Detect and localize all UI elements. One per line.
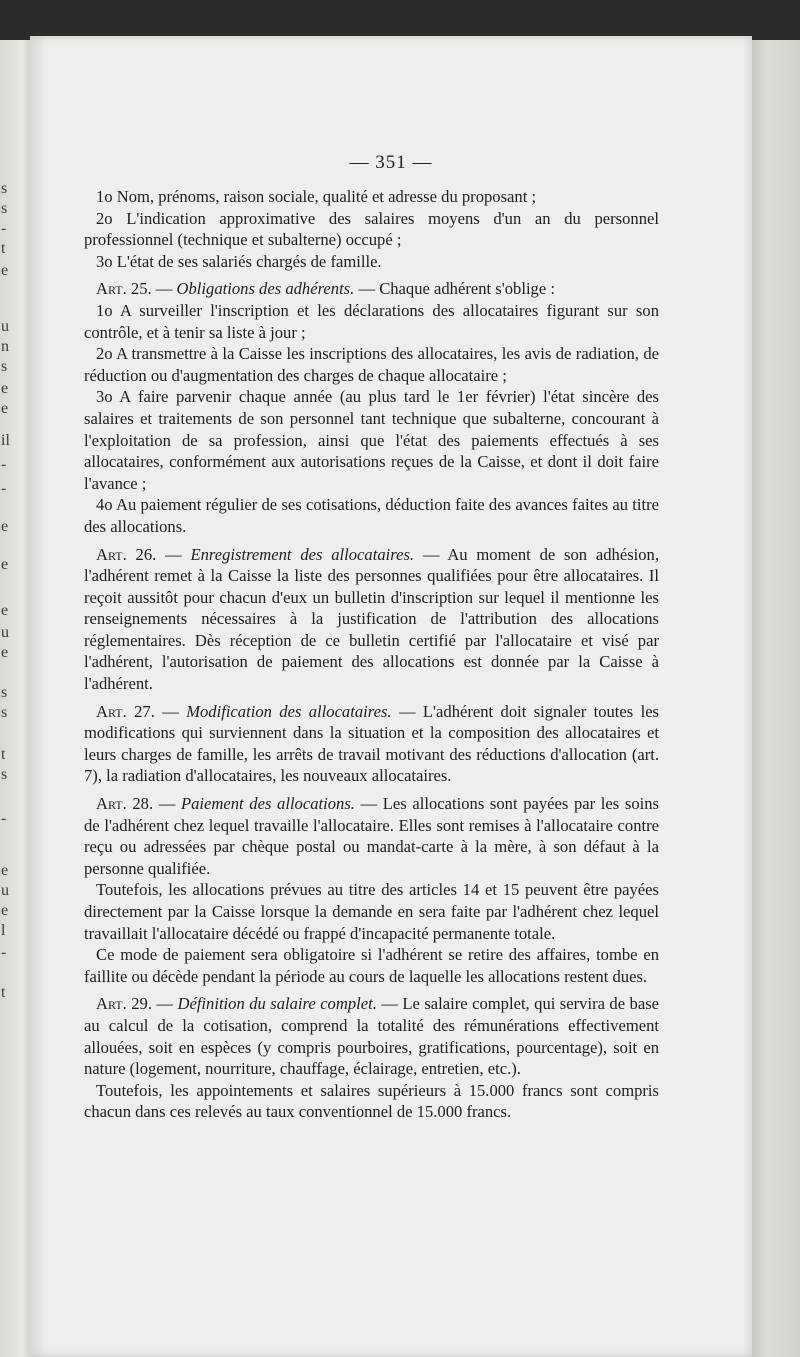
paragraph: 4o Au paiement régulier de ses cotisations, déduction faite des avances faites au titre des allocations. [84,495,659,536]
document-page [30,36,752,1357]
article-number: Art. 27. [96,701,155,721]
paragraph: 2o A transmettre à la Caisse les inscriptions des allocataires, les avis de radiation, de réduction ou d'augmentation des charges de chaque allocataire ; [84,344,659,385]
paragraph: 1o A surveiller l'inscription et les déclarations des allocataires figurant sur son contrôle, et à tenir sa liste à jour ; [84,300,659,342]
margin-letter: s [1,684,8,701]
body-text [84,186,659,1123]
right-page-edge [752,40,800,1357]
article-number: Art. 28. [96,794,154,814]
margin-letter: t [1,984,6,1001]
margin-letter: s [1,766,8,783]
margin-letter: u [1,318,9,335]
margin-letter: e [1,902,9,919]
margin-letter: e [1,518,9,535]
article-title: Modification des allocataires. [186,701,392,721]
article-title: Paiement des allocations. [180,794,355,814]
article-number: Art. 26. [96,544,157,564]
margin-letter: e [1,262,9,279]
margin-letter: e [1,556,9,573]
margin-letter: s [1,358,8,375]
paragraph: 3o A faire parvenir chaque année (au plus tard le 1er février) l'état sincère des salaires et traitements de son personnel tant technique que subalterne, concourant à l'exploitation de sa profession, ainsi que l'état des paiements effectués à ses allocataires, conformément aux autorisations reçues de la Caisse, et dont il doit faire l'avance ; [84,387,659,493]
paragraph: Ce mode de paiement sera obligatoire si l'adhérent se retire des affaires, tombe en faillite ou décède pendant la période au cours de laquelle les allocations restent dues. [84,945,659,986]
margin-letter: - [1,944,7,961]
margin-letter: t [1,240,6,257]
article-25: Art. 25. — Obligations des adhérents. — Chaque adhérent s'oblige : [96,279,555,299]
left-margin-letters [0,40,14,1357]
paragraph: 2o L'indication approximative des salaires moyens d'un an du personnel professionnel (technique et subalterne) occupé ; [84,208,659,250]
margin-letter: s [1,704,8,721]
margin-letter: - [1,810,7,827]
paragraph: 3o L'état de ses salariés chargés de famille. [96,251,382,271]
article-27: Art. 27. — Modification des allocataires. — L'adhérent doit signaler toutes les modifications qui surviennent dans la situation et la composition des allocataires et leurs charges de famille, les arrêts de travail motivant des réductions d'allocation (art. 7), la radiation d'allocataires, les nouveaux allocataires. [84,701,660,786]
article-29: Art. 29. — Définition du salaire complet. — Le salaire complet, qui servira de base au calcul de la cotisation, comprend la totalité des rémunérations effectivement allouées, soit en espèces (y compris pourboires, gratifications, pourcentage), soit en nature (logement, nourriture, chauffage, éclairage, entretien, etc.). [84,994,660,1079]
margin-letter: - [1,220,7,237]
margin-letter: u [1,882,9,899]
margin-letter: e [1,380,9,397]
article-number: Art. 25. [96,279,152,299]
margin-letter: e [1,602,9,619]
article-26: Art. 26. — Enregistrement des allocataires. — Au moment de son adhésion, l'adhérent remet à la Caisse la liste des personnes qualifiées pour être allocataires. Il reçoit aussitôt pour chacun d'eux un bulletin d'inscription sur lequel il mentionne les renseignements nécessaires à la justification de l'attribution des allocations réglementaires. Dès réception de ce bulletin certifié par l'allocataire et visé par l'adhérent, l'autorisation de paiement des allocations est donnée par la Caisse à l'adhérent. [84,544,660,694]
margin-letter: u [1,624,9,641]
margin-letter: e [1,644,9,661]
article-28: Art. 28. — Paiement des allocations. — Les allocations sont payées par les soins de l'adhérent chez lequel travaille l'allocataire. Elles sont remises à l'allocataire contre reçu ou adressées par chèque postal ou mandat-carte à la mère, à son défaut à la personne qualifiée. [84,794,659,878]
margin-letter: - [1,456,7,473]
margin-letter: il [1,432,10,449]
paragraph: Toutefois, les allocations prévues au titre des articles 14 et 15 peuvent être payées directement par la Caisse lorsque la demande en sera faite par l'adhérent chez lequel travaillait l'allocataire décédé ou frappé d'incapacité permanente totale. [84,880,659,943]
margin-letter: s [1,200,8,217]
paragraph: Toutefois, les appointements et salaires supérieurs à 15.000 francs sont compris chacun dans ces relevés au taux conventionnel de 15.000 francs. [84,1080,659,1122]
margin-letter: n [1,338,9,355]
margin-letter: - [1,480,7,497]
article-title: Obligations des adhérents. [176,279,355,299]
margin-letter: t [1,746,6,763]
margin-letter: e [1,400,9,417]
margin-letter: l [1,922,6,939]
paragraph: 1o Nom, prénoms, raison sociale, qualité et adresse du proposant ; [96,187,537,206]
left-facing-page-edge [0,40,32,1357]
page-number: — 351 — [349,152,433,173]
article-title: Enregistrement des allocataires. [190,544,415,564]
article-title: Définition du salaire complet. [177,994,377,1014]
margin-letter: e [1,862,9,879]
article-number: Art. 29. [96,994,152,1014]
margin-letter: s [1,180,8,197]
